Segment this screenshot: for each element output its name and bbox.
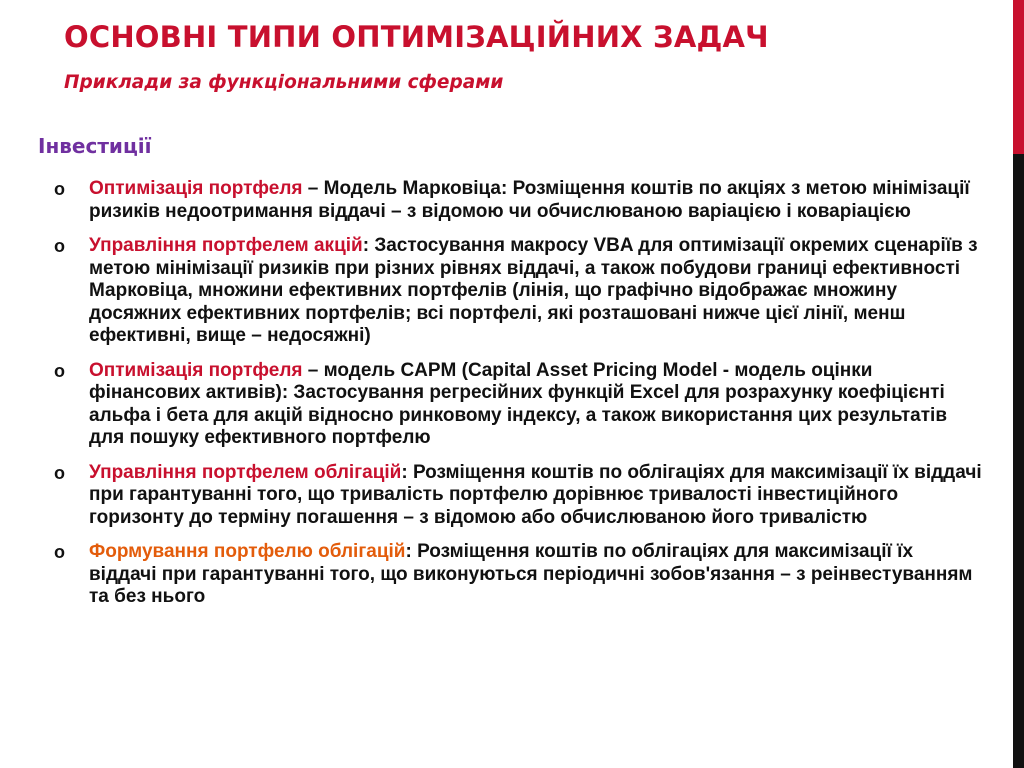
bullet-list (54, 178, 984, 621)
item-topic: Управління портфелем облігацій (89, 461, 402, 483)
bullet-marker: o (54, 179, 65, 199)
list-item-portfolio-optimization-markowitz (54, 178, 984, 223)
item-text: : Застосування макросу VBA для оптимізації окремих сценаріїв з метою мінімізації ризиків при різних рівнях віддачі, а також побудови границі ефективності Марковіца, множини ефективних портфелів (лінія, що графічно відображає множину досяжних ефективних портфелів; всі портфелі, які розташовані нижче цієї лінії, менш ефективні, вище – недосяжні) (89, 235, 978, 346)
item-text: – модель CAPM (Capital Asset Pricing Model - модель оцінки фінансових активів): Застосування регресійних функцій Excel для розрахунку коефіцієнті альфа і бета для акцій відносно ринковому індексу, а також використання цих результатів для пошуку ефективного портфелю (89, 359, 948, 448)
slide-subtitle: Приклади за функціональними сферами (64, 72, 504, 93)
item-text: : Розміщення коштів по облігаціях для максимізації їх віддачі при гарантуванні того, що тривалість портфелю дорівнює тривалості інвестиційного горизонту до терміну погашення – з відомою або обчислюваною його тривалістю (89, 461, 982, 528)
list-item-portfolio-optimization-capm (54, 360, 984, 450)
section-heading: Інвестиції (38, 134, 152, 158)
item-topic: Оптимізація портфеля (89, 359, 303, 381)
item-topic: Оптимізація портфеля (89, 178, 303, 199)
item-topic: Формування портфелю облігацій (89, 541, 406, 562)
bullet-marker: o (54, 236, 65, 256)
item-text: – Модель Марковіца: Розміщення коштів по акціях з метою мінімізації ризиків недоотримання віддачі – з відомою чи обчислюваною варіацією і коваріацією (89, 178, 970, 222)
slide-title: ОСНОВНІ ТИПИ ОПТИМІЗАЦІЙНИХ ЗАДАЧ (64, 20, 769, 54)
list-item-bond-portfolio-management (54, 462, 984, 530)
item-text: : Розміщення коштів по облігаціях для максимізації їх віддачі при гарантуванні того, що виконуються періодичні зобов'язання – з реінвестуванням та без нього (89, 541, 973, 607)
item-topic: Управління портфелем акцій (89, 235, 363, 256)
list-item-stock-portfolio-management (54, 235, 984, 348)
accent-bar-black (1013, 154, 1024, 768)
bullet-marker: o (54, 462, 65, 483)
bullet-marker: o (54, 360, 65, 381)
accent-bar-red (1013, 0, 1024, 154)
bullet-marker: o (54, 542, 65, 562)
list-item-bond-portfolio-formation (54, 541, 984, 609)
